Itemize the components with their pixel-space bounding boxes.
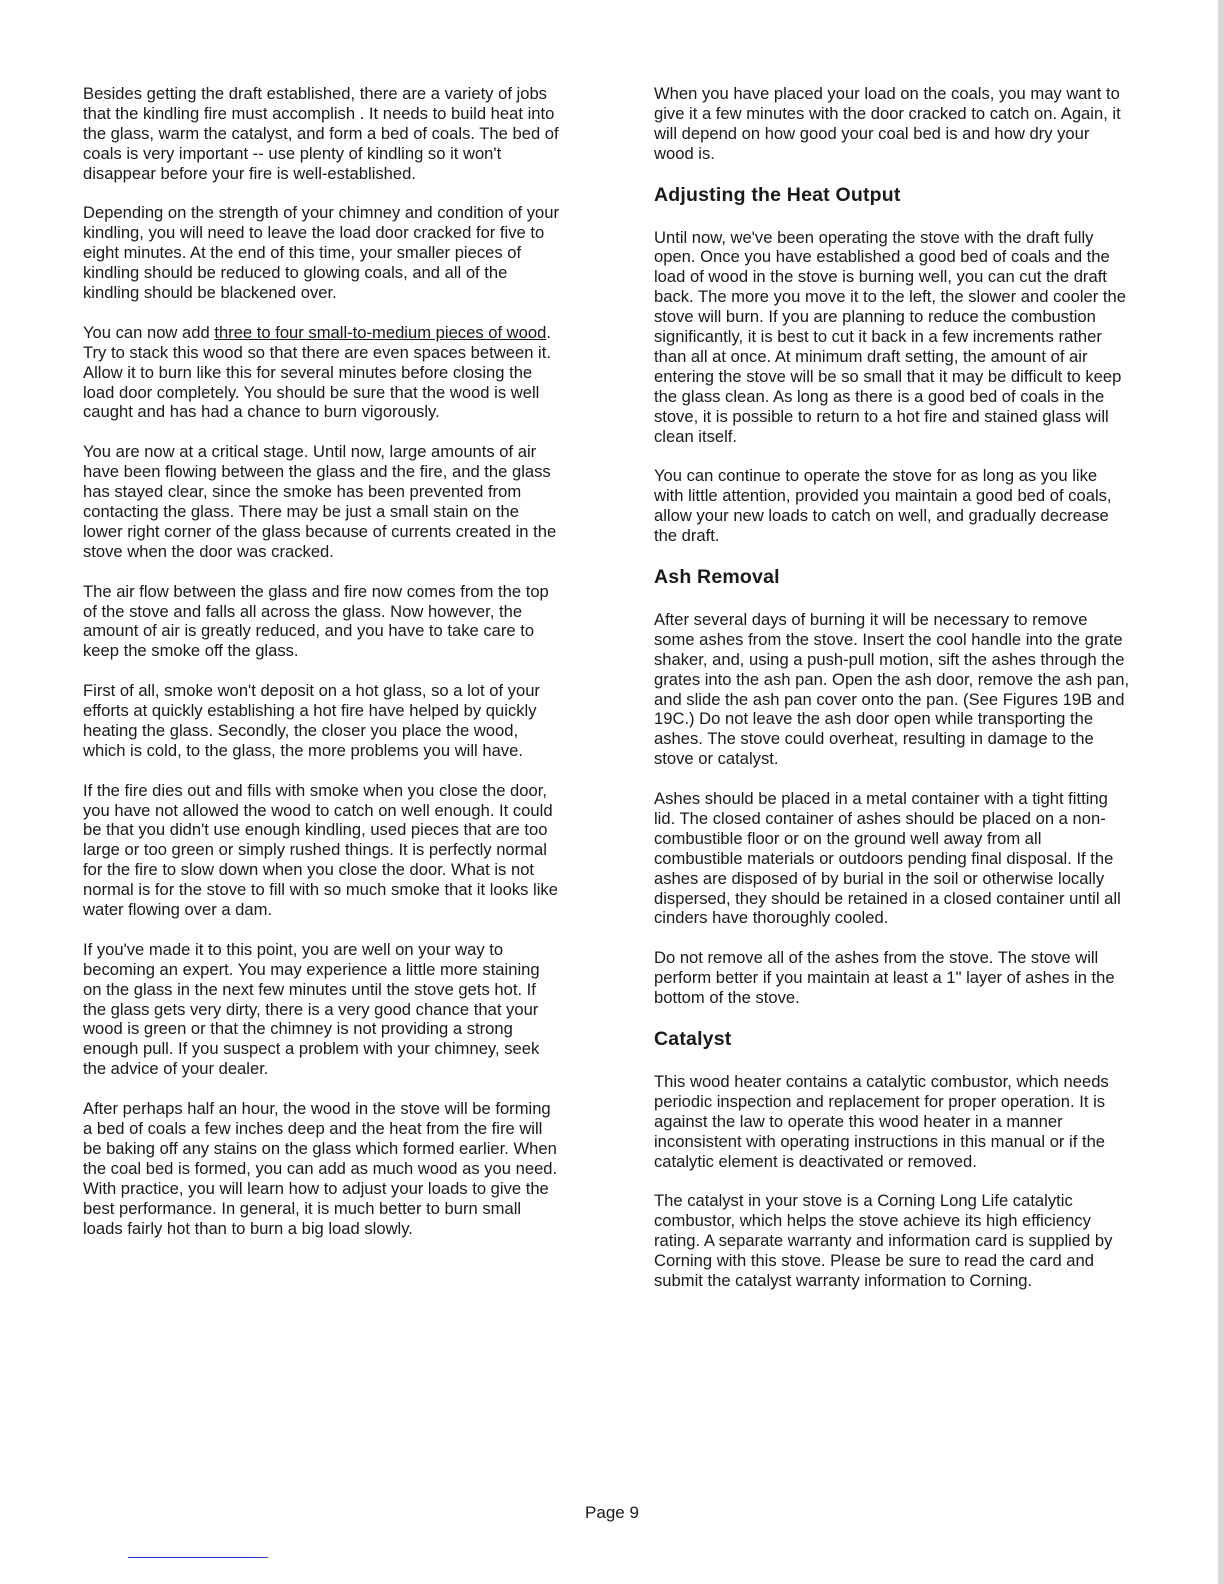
ash-container-paragraph: Ashes should be placed in a metal container with a tight fitting lid. The closed container of ashes should be placed on a non-combustible floor or on the ground well away from all combustible materials or outdoors pending final disposal. If the ashes are disposed of by burial in the soil or otherwise locally dispersed, they should be retained in a closed container until all cinders have thoroughly cooled.: [654, 789, 1121, 928]
placed-load-paragraph: When you have placed your load on the coals, you may want to give it a few minutes with the door cracked to catch on. Again, it will depend on how good your coal bed is and how dry your wood is.: [654, 84, 1121, 163]
continue-operate-paragraph: You can continue to operate the stove for as long as you like with little attention, provided you maintain a good bed of coals, allow your new loads to catch on well, and gradually decrease the draft.: [654, 466, 1112, 546]
catalyst-warranty-paragraph: The catalyst in your stove is a Corning Long Life catalytic combustor, which helps the stove achieve its high efficiency rating. A separate warranty and information card is supplied by Corning with this stove. Please be sure to read the card and submit the catalyst warranty information to Corning.: [654, 1191, 1113, 1290]
kindling-fire-paragraph: Besides getting the draft established, there are a variety of jobs that the kindling fire must accomplish . It needs to build heat into the glass, warm the catalyst, and form a bed of coals. The bed of coals is very important -- use plenty of kindling so it won't disappear before your fire is well-established.: [83, 84, 559, 183]
catalyst-heading: Catalyst: [654, 1027, 732, 1050]
ash-layer-paragraph: Do not remove all of the ashes from the stove. The stove will perform better if you maintain at least a 1" layer of ashes in the bottom of the stove.: [654, 948, 1115, 1008]
draft-adjust-paragraph: Until now, we've been operating the stove with the draft fully open. Once you have established a good bed of coals and the load of wood in the stove is burning well, you can cut the draft back. The more you move it to the left, the slower and cooler the stove will burn. If you are planning to reduce the combustion significantly, it is best to cut it back in a few increments rather than all at once. At minimum draft setting, the amount of air entering the stove will be so small that it may be difficult to keep the glass clean. As long as there is a good bed of coals in the stove, it is possible to return to a hot fire and stained glass will clean itself.: [654, 227, 1126, 446]
add-wood-paragraph: [83, 323, 561, 423]
page-number: Page 9: [585, 1503, 639, 1522]
add-wood-rest: . Try to stack this wood so that there are even spaces between it. Allow it to burn like this for several minutes before closing the load door completely. You should be sure that the wood is well caught and has had a chance to burn vigorously.: [83, 322, 551, 422]
left-column: [83, 84, 561, 1258]
page-edge: [1218, 0, 1224, 1584]
heat-output-heading: Adjusting the Heat Output: [654, 183, 901, 206]
remove-ashes-paragraph: After several days of burning it will be necessary to remove some ashes from the stove. Insert the cool handle into the grate shaker, and, using a push-pull motion, sift the ashes through the grates into the ash pan. Open the ash door, remove the ash pan, and slide the ash pan cover onto the pan. (See Figures 19B and 19C.) Do not leave the ash door open while transporting the ashes. The stove could overheat, resulting in damage to the stove or catalyst.: [654, 609, 1130, 769]
ash-removal-heading: Ash Removal: [654, 565, 780, 588]
right-column: [654, 84, 1130, 1311]
footer-rule: [128, 1557, 268, 1558]
air-flow-paragraph: The air flow between the glass and fire now comes from the top of the stove and falls all across the glass. Now however, the amount of air is greatly reduced, and you have to take care to keep the smoke off the glass.: [83, 581, 549, 661]
becoming-expert-paragraph: If you've made it to this point, you are well on your way to becoming an expert. You may experience a little more staining on the glass in the next few minutes until the stove gets hot. If the glass gets very dirty, there is a very good chance that your wood is green or that the chimney is not providing a strong enough pull. If you suspect a problem with your chimney, seek the advice of your dealer.: [83, 939, 540, 1079]
critical-stage-paragraph: You are now at a critical stage. Until now, large amounts of air have been flowing between the glass and the fire, and the glass has stayed clear, since the smoke has been prevented from contacting the glass. There may be just a small stain on the lower right corner of the glass because of currents created in the stove when the door was cracked.: [83, 442, 557, 561]
door-cracked-paragraph: Depending on the strength of your chimney and condition of your kindling, you will need to leave the load door cracked for five to eight minutes. At the end of this time, your smaller pieces of kindling should be reduced to glowing coals, and all of the kindling should be blackened over.: [83, 203, 559, 303]
hot-glass-paragraph: First of all, smoke won't deposit on a hot glass, so a lot of your efforts at quickly establishing a hot fire have helped by quickly heating the glass. Secondly, the closer you place the wood, which is cold, to the glass, the more problems you will have.: [83, 681, 540, 760]
half-hour-paragraph: After perhaps half an hour, the wood in the stove will be forming a bed of coals a few inches deep and the heat from the fire will be baking off any stains on the glass which formed earlier. When the coal bed is formed, you can add as much wood as you need. With practice, you will learn how to adjust your loads to give the best performance. In general, it is much better to burn small loads fairly hot than to burn a big load slowly.: [83, 1099, 558, 1238]
add-wood-underlined: three to four small-to-medium pieces of wood: [214, 322, 547, 342]
fire-dies-paragraph: If the fire dies out and fills with smoke when you close the door, you have not allowed the wood to catch on well enough. It could be that you didn't use enough kindling, used pieces that are too large or too green or simply rushed things. It is perfectly normal for the fire to slow down when you close the door. What is not normal is for the stove to fill with so much smoke that it looks like water flowing over a dam.: [83, 780, 558, 920]
catalyst-law-paragraph: This wood heater contains a catalytic combustor, which needs periodic inspection and replacement for proper operation. It is against the law to operate this wood heater in a manner inconsistent with operating instructions in this manual or if the catalytic element is deactivated or removed.: [654, 1071, 1109, 1171]
add-wood-lead: You can now add: [83, 322, 215, 342]
